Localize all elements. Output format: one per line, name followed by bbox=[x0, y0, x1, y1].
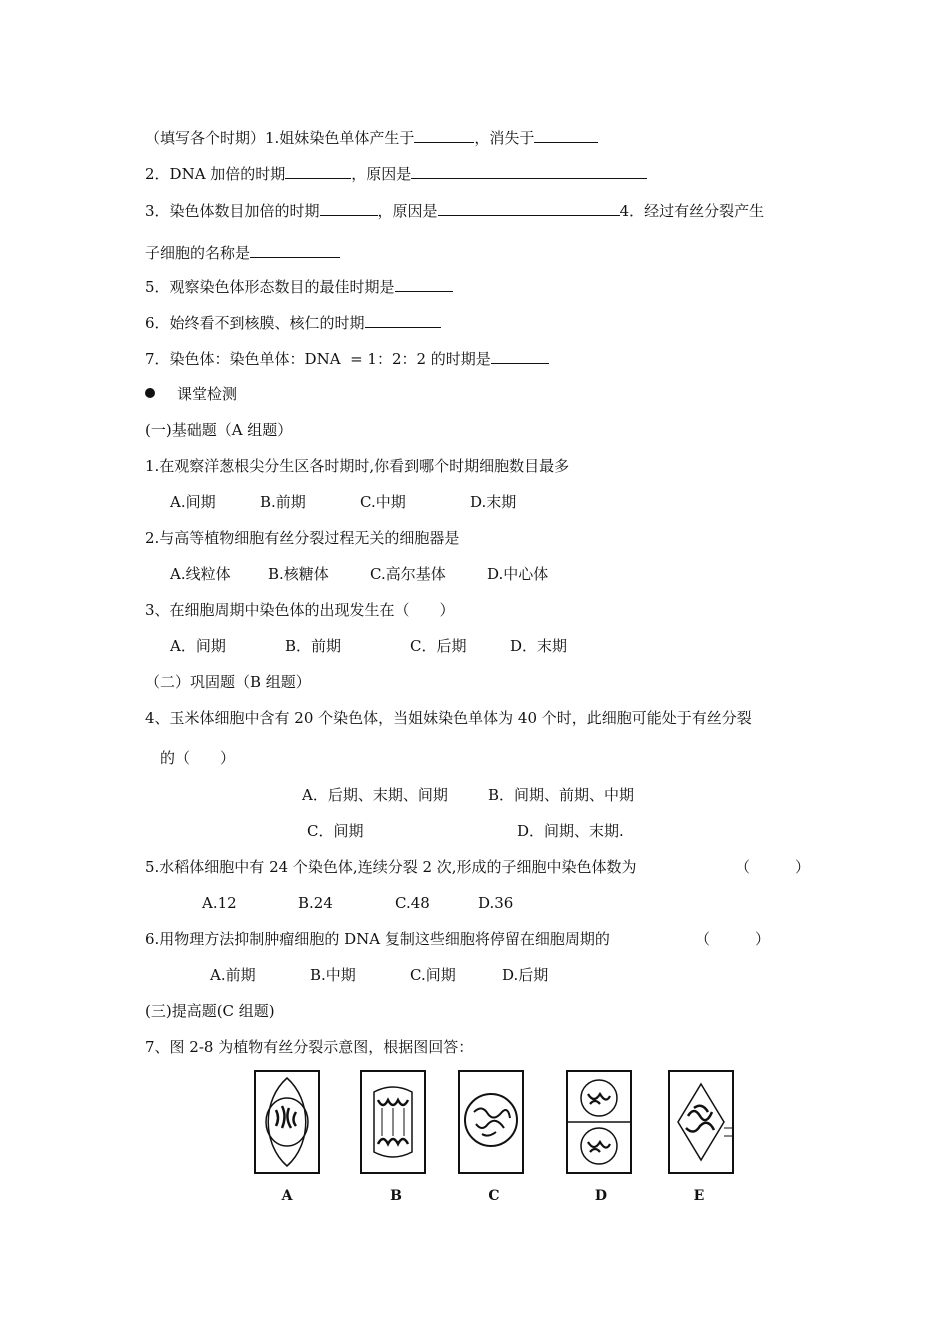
option-a[interactable]: A.线粒体 bbox=[170, 565, 231, 583]
q4-text: 4．经过有丝分裂产生 bbox=[619, 202, 765, 220]
q4-cont: 子细胞的名称是 bbox=[145, 244, 251, 262]
q2-prefix: 2．DNA 加倍的时期 bbox=[145, 165, 286, 183]
q6-text: 6．始终看不到核膜、核仁的时期 bbox=[145, 314, 365, 332]
answer-blank[interactable] bbox=[365, 312, 441, 328]
answer-blank[interactable] bbox=[438, 200, 620, 216]
option-d[interactable]: D.末期 bbox=[470, 493, 517, 511]
option-a[interactable]: A.12 bbox=[202, 894, 237, 912]
option-c[interactable]: C.48 bbox=[395, 894, 430, 912]
q2-line bbox=[145, 163, 647, 184]
option-c[interactable]: C．间期 bbox=[307, 822, 364, 840]
cell-diagram-a bbox=[254, 1070, 320, 1174]
group-b-q6: 6.用物理方法抑制肿瘤细胞的 DNA 复制这些细胞将停留在细胞周期的 bbox=[145, 930, 610, 948]
answer-blank[interactable] bbox=[414, 127, 474, 143]
option-d[interactable]: D．末期 bbox=[510, 637, 568, 655]
q-fill-mid: ，消失于 bbox=[474, 129, 535, 147]
group-a-q1: 1.在观察洋葱根尖分生区各时期时,你看到哪个时期细胞数目最多 bbox=[145, 457, 570, 475]
option-b[interactable]: B.核糖体 bbox=[268, 565, 329, 583]
cell-a-drawing bbox=[256, 1072, 318, 1172]
option-c[interactable]: C．后期 bbox=[410, 637, 467, 655]
figure-label-e: E bbox=[693, 1188, 705, 1204]
q2-mid: ，原因是 bbox=[351, 165, 412, 183]
mitosis-figure bbox=[240, 1070, 760, 1210]
option-a[interactable]: A.间期 bbox=[170, 493, 216, 511]
option-a[interactable]: A．后期、末期、间期 bbox=[302, 786, 448, 804]
option-c[interactable]: C.高尔基体 bbox=[370, 565, 446, 583]
answer-blank[interactable] bbox=[534, 127, 598, 143]
option-a[interactable]: A.前期 bbox=[210, 966, 256, 984]
cell-d-drawing bbox=[568, 1072, 630, 1172]
group-c-title: (三)提高题(C 组题) bbox=[145, 1002, 275, 1020]
option-b[interactable]: B．前期 bbox=[285, 637, 342, 655]
group-a-title: (一)基础题（A 组题） bbox=[145, 421, 293, 439]
q3-mid: ，原因是 bbox=[377, 202, 438, 220]
section-heading bbox=[145, 384, 237, 404]
group-b-q4: 4、玉米体细胞中含有 20 个染色体，当姐妹染色单体为 40 个时，此细胞可能处于有丝分裂 bbox=[145, 709, 752, 727]
cell-diagram-b bbox=[360, 1070, 426, 1174]
option-c[interactable]: C.中期 bbox=[360, 493, 406, 511]
figure-label-c: C bbox=[488, 1188, 500, 1204]
answer-blank[interactable] bbox=[320, 200, 378, 216]
figure-label-a: A bbox=[281, 1188, 293, 1204]
option-c[interactable]: C.间期 bbox=[410, 966, 456, 984]
cell-e-drawing bbox=[670, 1072, 732, 1172]
cell-b-drawing bbox=[362, 1072, 424, 1172]
option-d[interactable]: D．间期、末期. bbox=[517, 822, 624, 840]
q5-line bbox=[145, 276, 453, 297]
group-b-q4-cont: 的（ ） bbox=[160, 749, 236, 767]
q6-line bbox=[145, 312, 441, 333]
cell-diagram-c bbox=[458, 1070, 524, 1174]
option-b[interactable]: B.24 bbox=[298, 894, 333, 912]
q3-line bbox=[145, 200, 764, 221]
q4-cont-line bbox=[145, 242, 340, 263]
bullet-icon bbox=[145, 388, 155, 398]
group-b-q5: 5.水稻体细胞中有 24 个染色体,连续分裂 2 次,形成的子细胞中染色体数为 bbox=[145, 858, 637, 876]
q3-prefix: 3．染色体数目加倍的时期 bbox=[145, 202, 320, 220]
figure-label-b: B bbox=[390, 1188, 402, 1204]
group-b-title: （二）巩固题（B 组题） bbox=[145, 673, 311, 691]
answer-paren[interactable]: （ ） bbox=[735, 858, 811, 876]
answer-blank[interactable] bbox=[491, 348, 549, 364]
q7-text: 7．染色体：染色单体：DNA = 1：2：2 的时期是 bbox=[145, 350, 491, 368]
answer-paren[interactable]: （ ） bbox=[695, 930, 771, 948]
option-b[interactable]: B．间期、前期、中期 bbox=[488, 786, 635, 804]
q-fill-line1 bbox=[145, 127, 598, 148]
q7-line bbox=[145, 348, 549, 369]
answer-blank[interactable] bbox=[285, 163, 351, 179]
option-d[interactable]: D.中心体 bbox=[487, 565, 549, 583]
option-b[interactable]: B.前期 bbox=[260, 493, 306, 511]
answer-blank[interactable] bbox=[411, 163, 647, 179]
section-check-title: 课堂检测 bbox=[177, 385, 238, 403]
q5-text: 5．观察染色体形态数目的最佳时期是 bbox=[145, 278, 395, 296]
cell-c-drawing bbox=[460, 1072, 522, 1172]
q-fill-prefix: （填写各个时期）1.姐妹染色单体产生于 bbox=[145, 129, 415, 147]
option-d[interactable]: D.36 bbox=[478, 894, 514, 912]
answer-blank[interactable] bbox=[395, 276, 453, 292]
answer-blank[interactable] bbox=[250, 242, 340, 258]
figure-label-d: D bbox=[594, 1188, 608, 1204]
cell-diagram-d bbox=[566, 1070, 632, 1174]
option-b[interactable]: B.中期 bbox=[310, 966, 356, 984]
group-a-q2: 2.与高等植物细胞有丝分裂过程无关的细胞器是 bbox=[145, 529, 460, 547]
cell-diagram-e bbox=[668, 1070, 734, 1174]
group-c-q7: 7、图 2-8 为植物有丝分裂示意图，根据图回答： bbox=[145, 1038, 474, 1056]
option-a[interactable]: A．间期 bbox=[170, 637, 226, 655]
option-d[interactable]: D.后期 bbox=[502, 966, 549, 984]
group-a-q3: 3、在细胞周期中染色体的出现发生在（ ） bbox=[145, 601, 455, 619]
